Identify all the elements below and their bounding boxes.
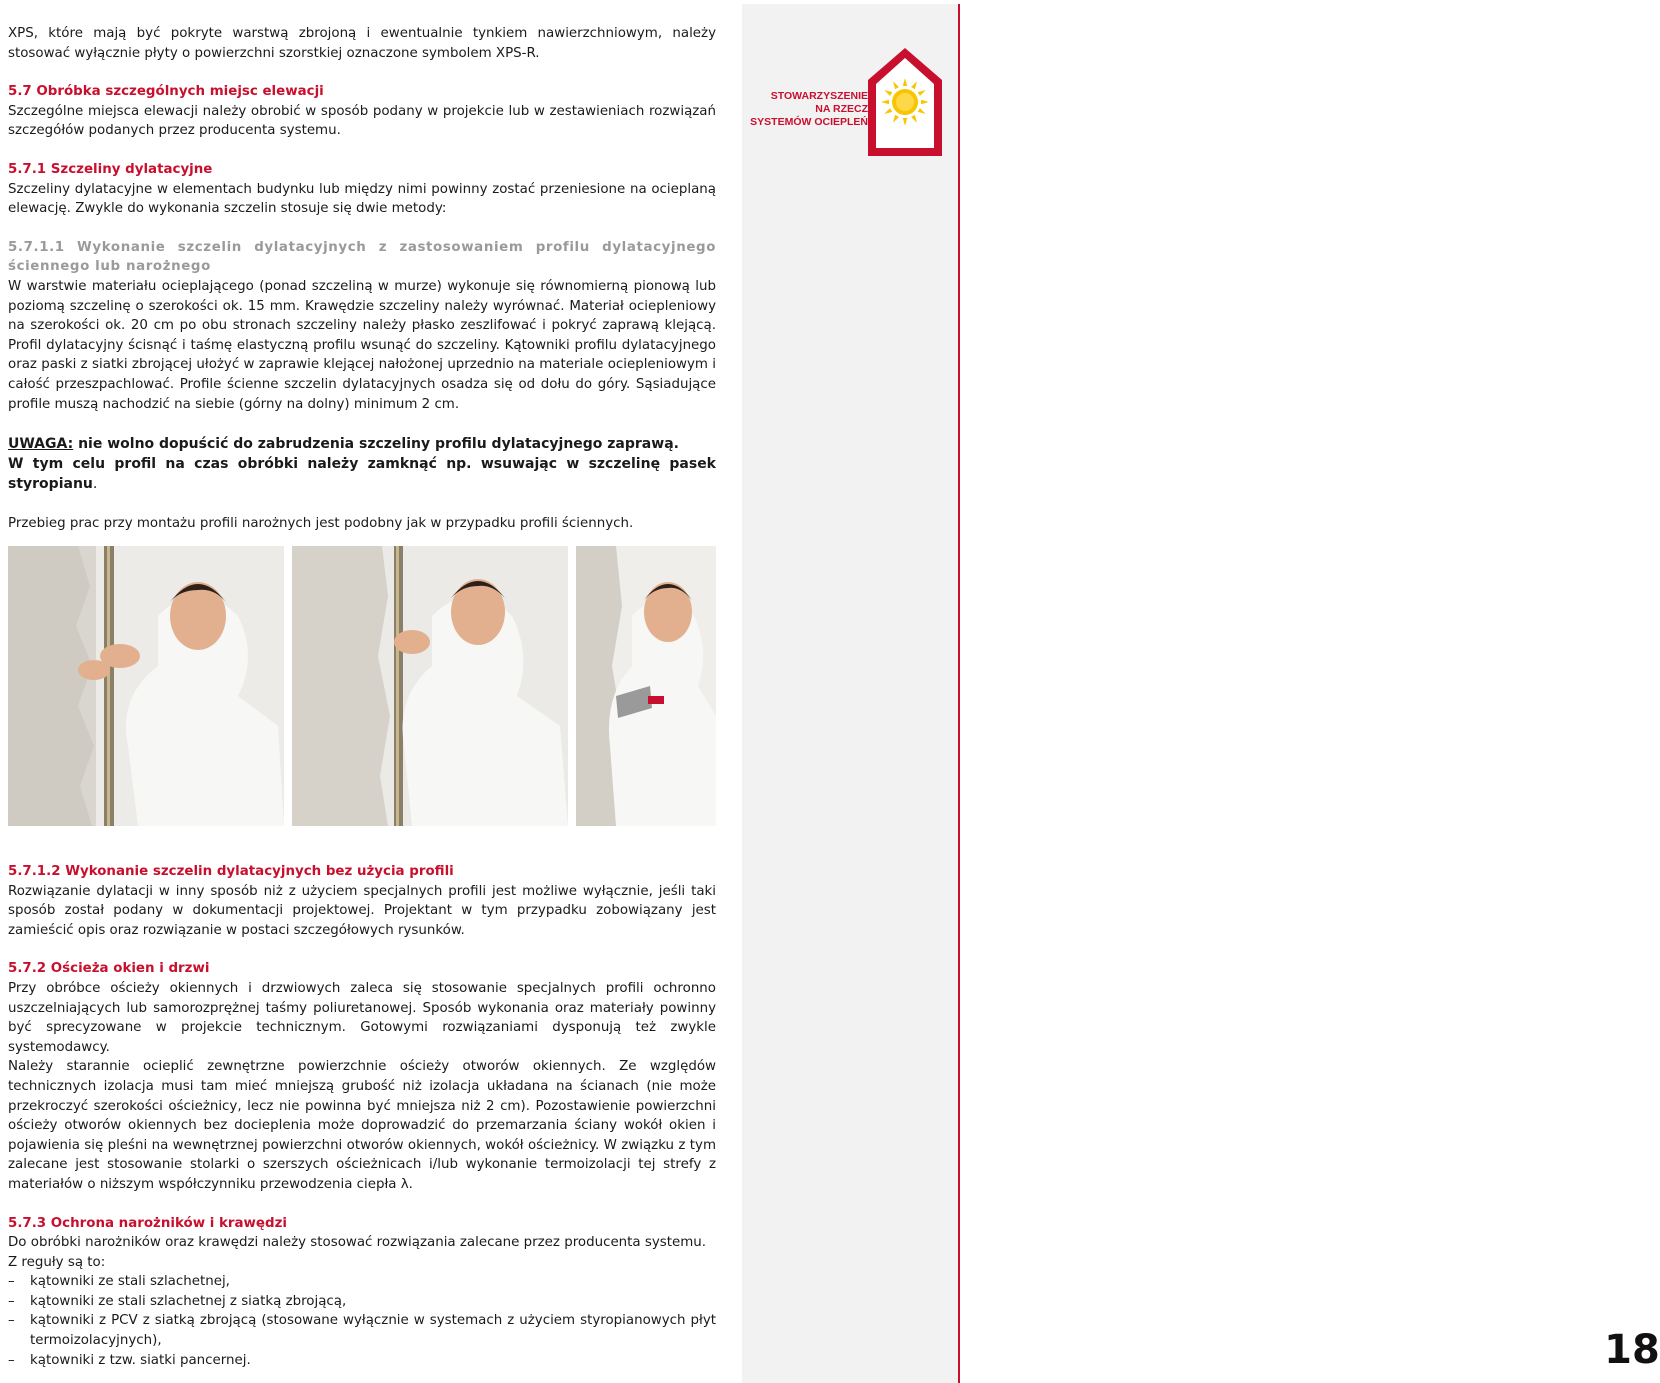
logo-line-1: STOWARZYSZENIE	[770, 90, 868, 102]
section-5-7-1-2-text: Rozwiązanie dylatacji w inny sposób niż z użyciem specjalnych profili jest możliwe wyłącznie, jeśli taki sposób został podany w dokumentacji projektowej. Projektant w tym przypadku zobowiązany jest zamieścić opis oraz rozwiązanie w postaci szczegółowych rysunków.	[8, 883, 716, 938]
lower-content	[8, 862, 716, 1370]
work-photo-1	[8, 546, 284, 826]
house-sun-icon	[868, 44, 942, 156]
photo-strip	[8, 546, 716, 826]
warning-label: UWAGA:	[8, 436, 74, 453]
logo-text	[742, 90, 868, 129]
section-5-7-1-1-heading: 5.7.1.1 Wykonanie szczelin dylatacyjnych z zastosowaniem profilu dylatacyjnego ściennego lub narożnego	[8, 239, 716, 275]
sidebar	[742, 4, 1660, 1383]
intro-paragraph: XPS, które mają być pokryte warstwą zbrojoną i ewentualnie tynkiem nawierzchniowym, należy stosować wyłącznie płyty o powierzchni szorstkiej oznaczone symbolem XPS-R.	[8, 26, 716, 61]
list-item: – kątowniki ze stali szlachetnej z siatką zbrojącą,	[8, 1292, 716, 1312]
section-5-7-heading: 5.7 Obróbka szczególnych miejsc elewacji	[8, 84, 324, 100]
section-5-7-2-heading: 5.7.2 Ościeża okien i drzwi	[8, 961, 210, 977]
section-5-7-1-1-text: W warstwie materiału ocieplającego (ponad szczeliną w murze) wykonuje się równomierną pionową lub poziomą szczelinę o szerokości ok. 15 mm. Krawędzie szczeliny należy wyrównać. Materiał ociepleniowy na szerokości ok. 20 cm po obu stronach szczeliny należy płasko zeszlifować i pokryć zaprawą klejącą. Profil dylatacyjny ścisnąć i taśmę elastyczną profilu wsunąć do szczeliny. Kątowniki profilu dylatacyjnego oraz paski z siatki zbrojącej ułożyć w zaprawie klejącej nałożonej uprzednio na materiale ociepleniowym i całość przeszpachlować. Profile ścienne szczelin dylatacyjnych osadza się od dołu do góry. Sąsiadujące profile muszą nachodzić na siebie (górny na dolny) minimum 2 cm.	[8, 278, 716, 412]
association-logo	[742, 44, 960, 164]
section-5-7-2-text-2: Należy starannie ocieplić zewnętrzne powierzchnie ościeży otworów okiennych. Ze względów technicznych izolacja musi tam mieć mniejszą grubość niż izolacja układana na ścianach (nie może przekroczyć szerokości ościeżnicy, lecz nie powinna być mniejsza niż 2 cm). Pozostawienie powierzchni ościeży otworów okiennych bez docieplenia może doprowadzić do przemarzania ściany wokół okien i pojawienia się pleśni na wewnętrznej powierzchni otworów okiennych, wokół ościeżnicy. W związku z tym zalecane jest stosowanie stolarki o szerszych ościeżnicach i/lub wykonanie termoizolacji tej strefy z materiałów o niższym współczynniku przewodzenia ciepła λ.	[8, 1059, 716, 1192]
section-5-7-1-2-heading: 5.7.1.2 Wykonanie szczelin dylatacyjnych bez użycia profili	[8, 864, 454, 879]
section-5-7-3-heading: 5.7.3 Ochrona narożników i krawędzi	[8, 1215, 287, 1231]
list-item: – kątowniki z tzw. siatki pancernej.	[8, 1351, 716, 1371]
section-5-7-text: Szczególne miejsca elewacji należy obrobić w sposób podany w projekcie lub w zestawieniach rozwiązań szczegółów podanych przez producenta systemu.	[8, 103, 716, 139]
logo-line-3: SYSTEMÓW OCIEPLEŃ	[750, 116, 868, 128]
work-photo-2	[292, 546, 568, 826]
page-number: 18	[1604, 1327, 1660, 1373]
corner-profile-note: Przebieg prac przy montażu profili narożnych jest podobny jak w przypadku profili ściennych.	[8, 516, 634, 532]
corner-protection-list	[8, 1272, 716, 1370]
section-5-7-1-text: Szczeliny dylatacyjne w elementach budynku lub między nimi powinny zostać przeniesione na ocieplaną elewację. Zwykle do wykonania szczelin stosuje się dwie metody:	[8, 181, 716, 217]
logo-line-2: NA RZECZ	[815, 103, 868, 115]
warning-text-3: .	[92, 476, 98, 493]
section-5-7-3-rules-intro: Z reguły są to:	[8, 1254, 106, 1270]
section-5-7-3-text: Do obróbki narożników oraz krawędzi należy stosować rozwiązania zalecane przez producenta systemu.	[8, 1235, 707, 1251]
section-5-7-1-heading: 5.7.1 Szczeliny dylatacyjne	[8, 161, 213, 177]
list-item: – kątowniki z PCV z siatką zbrojącą (stosowane wyłącznie w systemach z użyciem styropianowych płyt termoizolacyjnych),	[8, 1311, 716, 1350]
section-5-7-2-text-1: Przy obróbce ościeży okiennych i drzwiowych zaleca się stosowanie specjalnych profili ochronno uszczelniających lub samorozprężnej taśmy poliuretanowej. Sposób wykonania oraz materiały powinny być sprecyzowane w projekcie technicznym. Gotowymi rozwiązaniami dysponują też zwykle systemodawcy.	[8, 980, 716, 1055]
main-content	[8, 24, 716, 534]
warning-text-2: W tym celu profil na czas obróbki należy zamknąć np. wsuwając w szczelinę pasek styropianu	[8, 456, 716, 493]
warning-text-1: nie wolno dopuścić do zabrudzenia szczeliny profilu dylatacyjnego zaprawą.	[73, 436, 679, 453]
warning-paragraph	[8, 434, 716, 494]
sidebar-accent-bar	[958, 4, 960, 1383]
list-item: – kątowniki ze stali szlachetnej,	[8, 1272, 716, 1292]
work-photo-4	[576, 546, 716, 826]
